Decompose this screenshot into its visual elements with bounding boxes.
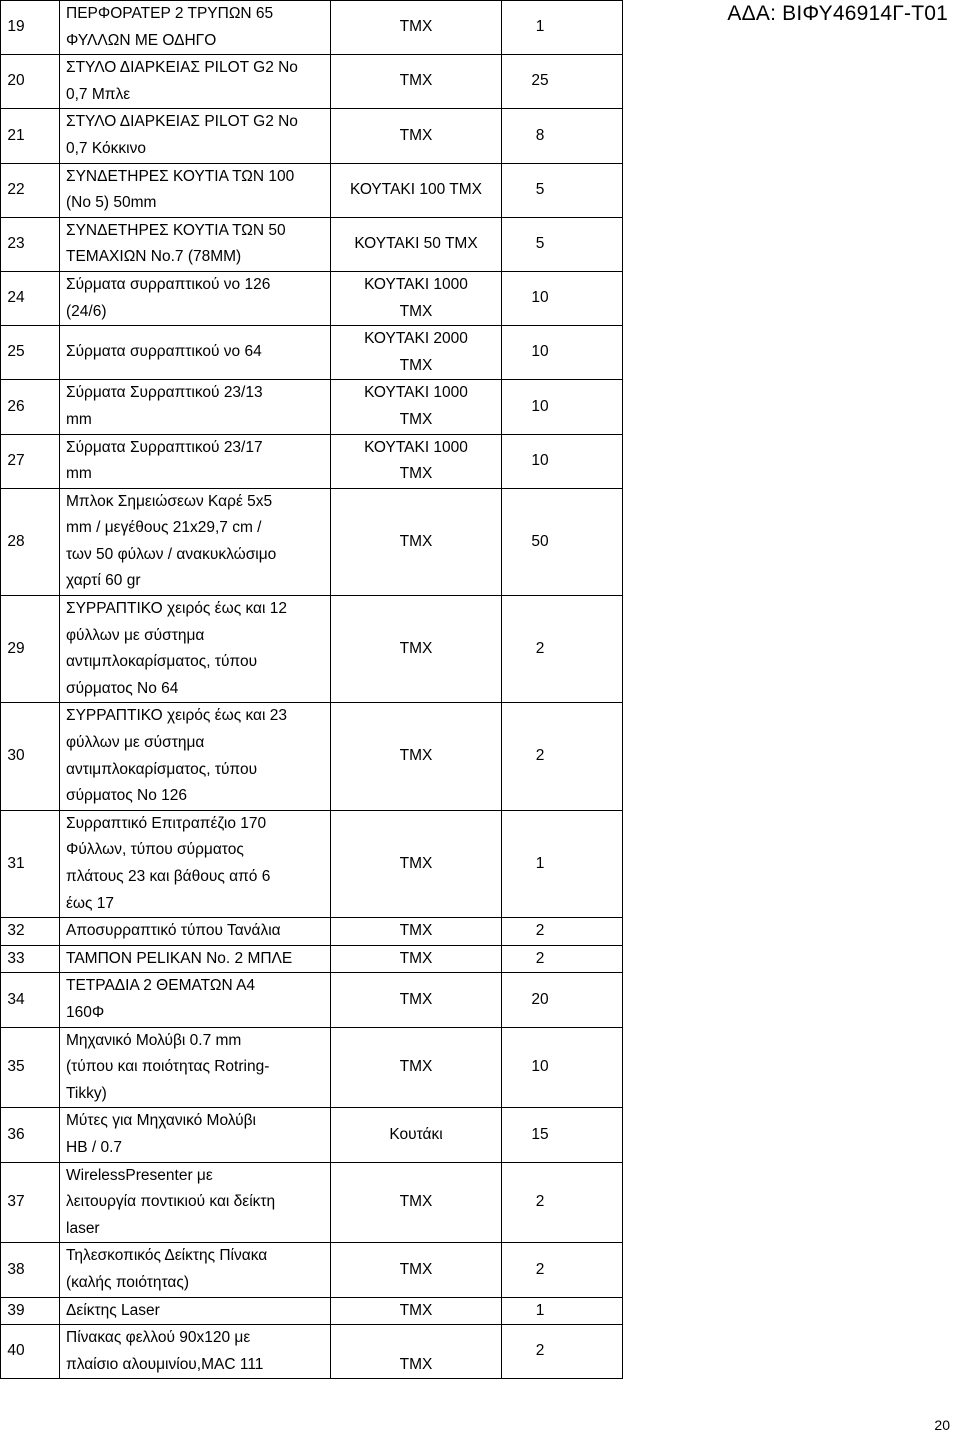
item-quantity-cell: 2 <box>502 703 623 810</box>
table-row <box>1 1325 623 1379</box>
item-description-cell: Μηχανικό Μολύβι 0.7 mm (τύπου και ποιότητας Rotring- Tikky) <box>60 1027 331 1108</box>
item-quantity-cell: 2 <box>502 945 623 973</box>
item-number-cell: 23 <box>1 217 60 271</box>
item-description-cell: Μπλοκ Σημειώσεων Καρέ 5x5 mm / μεγέθους 21x29,7 cm / των 50 φύλων / ανακυκλώσιμο χαρτί 60 gr <box>60 488 331 595</box>
item-number-cell: 36 <box>1 1108 60 1162</box>
item-quantity-cell: 2 <box>502 1162 623 1243</box>
item-description-cell: ΤΑΜΠΟΝ PELIKAN No. 2 ΜΠΛΕ <box>60 945 331 973</box>
item-description-cell: WirelessPresenter με λειτουργία ποντικιού και δείκτη laser <box>60 1162 331 1243</box>
item-description-cell: Σύρματα Συρραπτικού 23/17 mm <box>60 434 331 488</box>
item-unit-cell: ΤΜΧ <box>331 488 502 595</box>
item-unit-cell: ΤΜΧ <box>331 703 502 810</box>
item-unit-cell: Κουτάκι <box>331 1108 502 1162</box>
item-unit-cell: ΚΟΥΤΑΚΙ 1000 ΤΜΧ <box>331 380 502 434</box>
item-description-cell: ΣΥΝΔΕΤΗΡΕΣ ΚΟΥΤΙΑ ΤΩΝ 100 (No 5) 50mm <box>60 163 331 217</box>
item-quantity-cell: 2 <box>502 1325 623 1379</box>
item-unit-cell: ΤΜΧ <box>331 810 502 917</box>
table-row <box>1 434 623 488</box>
item-quantity-cell: 2 <box>502 918 623 946</box>
item-quantity-cell: 10 <box>502 326 623 380</box>
item-unit-cell: ΤΜΧ <box>331 1027 502 1108</box>
item-number-cell: 26 <box>1 380 60 434</box>
item-number-cell: 27 <box>1 434 60 488</box>
item-unit-cell: ΤΜΧ <box>331 1297 502 1325</box>
item-quantity-cell: 5 <box>502 163 623 217</box>
table-row <box>1 918 623 946</box>
item-quantity-cell: 50 <box>502 488 623 595</box>
item-quantity-cell: 2 <box>502 1243 623 1297</box>
item-number-cell: 40 <box>1 1325 60 1379</box>
table-row <box>1 596 623 703</box>
item-quantity-cell: 25 <box>502 55 623 109</box>
item-unit-cell: ΚΟΥΤΑΚΙ 100 ΤΜΧ <box>331 163 502 217</box>
item-unit-cell: ΚΟΥΤΑΚΙ 1000 ΤΜΧ <box>331 271 502 325</box>
item-unit-cell: ΤΜΧ <box>331 596 502 703</box>
item-quantity-cell: 1 <box>502 1297 623 1325</box>
item-unit-cell: ΤΜΧ <box>331 1243 502 1297</box>
item-number-cell: 30 <box>1 703 60 810</box>
item-description-cell: ΣΥΡΡΑΠΤΙΚΟ χειρός έως και 23 φύλλων με σύστημα αντιμπλοκαρίσματος, τύπου σύρματος Νο 126 <box>60 703 331 810</box>
item-description-cell: ΣΥΝΔΕΤΗΡΕΣ ΚΟΥΤΙΑ ΤΩΝ 50 ΤΕΜΑΧΙΩΝ No.7 (78MM) <box>60 217 331 271</box>
item-quantity-cell: 20 <box>502 973 623 1027</box>
table-row <box>1 217 623 271</box>
item-description-cell: Αποσυρραπτικό τύπου Τανάλια <box>60 918 331 946</box>
table-row <box>1 109 623 163</box>
item-number-cell: 34 <box>1 973 60 1027</box>
item-number-cell: 33 <box>1 945 60 973</box>
table-row <box>1 488 623 595</box>
item-unit-cell: ΤΜΧ <box>331 1 502 55</box>
item-quantity-cell: 1 <box>502 810 623 917</box>
item-description-cell: ΣΤΥΛΟ ΔΙΑΡΚΕΙΑΣ PILOT G2 No 0,7 Μπλε <box>60 55 331 109</box>
table-row <box>1 1 623 55</box>
item-description-cell: Τηλεσκοπικός Δείκτης Πίνακα (καλής ποιότητας) <box>60 1243 331 1297</box>
item-description-cell: Πίνακας φελλού 90x120 με πλαίσιο αλουμινίου,MAC 111 <box>60 1325 331 1379</box>
item-description-cell: ΣΤΥΛΟ ΔΙΑΡΚΕΙΑΣ PILOT G2 No 0,7 Κόκκινο <box>60 109 331 163</box>
item-quantity-cell: 10 <box>502 380 623 434</box>
table-row <box>1 703 623 810</box>
item-quantity-cell: 10 <box>502 434 623 488</box>
item-unit-cell: ΤΜΧ <box>331 973 502 1027</box>
table-row <box>1 55 623 109</box>
item-number-cell: 32 <box>1 918 60 946</box>
table-row <box>1 1108 623 1162</box>
table-row <box>1 1297 623 1325</box>
item-unit-cell: ΤΜΧ <box>331 918 502 946</box>
item-description-cell: ΤΕΤΡΑΔΙΑ 2 ΘΕΜΑΤΩΝ Α4 160Φ <box>60 973 331 1027</box>
item-description-cell: ΣΥΡΡΑΠΤΙΚΟ χειρός έως και 12 φύλλων με σύστημα αντιμπλοκαρίσματος, τύπου σύρματος Νο 64 <box>60 596 331 703</box>
item-quantity-cell: 1 <box>502 1 623 55</box>
page-number: 20 <box>934 1417 950 1433</box>
item-description-cell: Συρραπτικό Επιτραπέζιο 170 Φύλλων, τύπου σύρματος πλάτους 23 και βάθους από 6 έως 17 <box>60 810 331 917</box>
document-code: ΑΔΑ: ΒΙΦΥ46914Γ-Τ01 <box>727 2 948 25</box>
item-quantity-cell: 15 <box>502 1108 623 1162</box>
item-number-cell: 37 <box>1 1162 60 1243</box>
item-description-cell: Σύρματα συρραπτικού νο 64 <box>60 326 331 380</box>
table-row <box>1 945 623 973</box>
table-row <box>1 163 623 217</box>
item-quantity-cell: 2 <box>502 596 623 703</box>
table-row <box>1 1027 623 1108</box>
item-number-cell: 25 <box>1 326 60 380</box>
item-number-cell: 19 <box>1 1 60 55</box>
item-unit-cell: ΤΜΧ <box>331 1325 502 1379</box>
table-row <box>1 810 623 917</box>
item-unit-cell: ΤΜΧ <box>331 1162 502 1243</box>
item-number-cell: 35 <box>1 1027 60 1108</box>
item-unit-cell: ΤΜΧ <box>331 109 502 163</box>
table-row <box>1 973 623 1027</box>
item-unit-cell: ΚΟΥΤΑΚΙ 2000 ΤΜΧ <box>331 326 502 380</box>
item-number-cell: 22 <box>1 163 60 217</box>
item-description-cell: Δείκτης Laser <box>60 1297 331 1325</box>
item-unit-cell: ΤΜΧ <box>331 945 502 973</box>
item-description-cell: ΠΕΡΦΟΡΑΤΕΡ 2 ΤΡΥΠΩΝ 65 ΦΥΛΛΩΝ ΜΕ ΟΔΗΓΟ <box>60 1 331 55</box>
item-description-cell: Σύρματα συρραπτικού νο 126 (24/6) <box>60 271 331 325</box>
item-number-cell: 31 <box>1 810 60 917</box>
item-description-cell: Μύτες για Μηχανικό Μολύβι HB / 0.7 <box>60 1108 331 1162</box>
item-quantity-cell: 8 <box>502 109 623 163</box>
item-number-cell: 24 <box>1 271 60 325</box>
item-unit-cell: ΤΜΧ <box>331 55 502 109</box>
item-quantity-cell: 10 <box>502 1027 623 1108</box>
items-table-body <box>1 1 623 1379</box>
item-number-cell: 38 <box>1 1243 60 1297</box>
table-row <box>1 1243 623 1297</box>
table-row <box>1 326 623 380</box>
item-number-cell: 21 <box>1 109 60 163</box>
item-quantity-cell: 5 <box>502 217 623 271</box>
item-unit-cell: ΚΟΥΤΑΚΙ 1000 ΤΜΧ <box>331 434 502 488</box>
item-number-cell: 28 <box>1 488 60 595</box>
table-row <box>1 1162 623 1243</box>
table-row <box>1 271 623 325</box>
item-unit-cell: ΚΟΥΤΑΚΙ 50 ΤΜΧ <box>331 217 502 271</box>
item-number-cell: 29 <box>1 596 60 703</box>
item-number-cell: 20 <box>1 55 60 109</box>
item-description-cell: Σύρματα Συρραπτικού 23/13 mm <box>60 380 331 434</box>
item-quantity-cell: 10 <box>502 271 623 325</box>
item-number-cell: 39 <box>1 1297 60 1325</box>
table-row <box>1 380 623 434</box>
